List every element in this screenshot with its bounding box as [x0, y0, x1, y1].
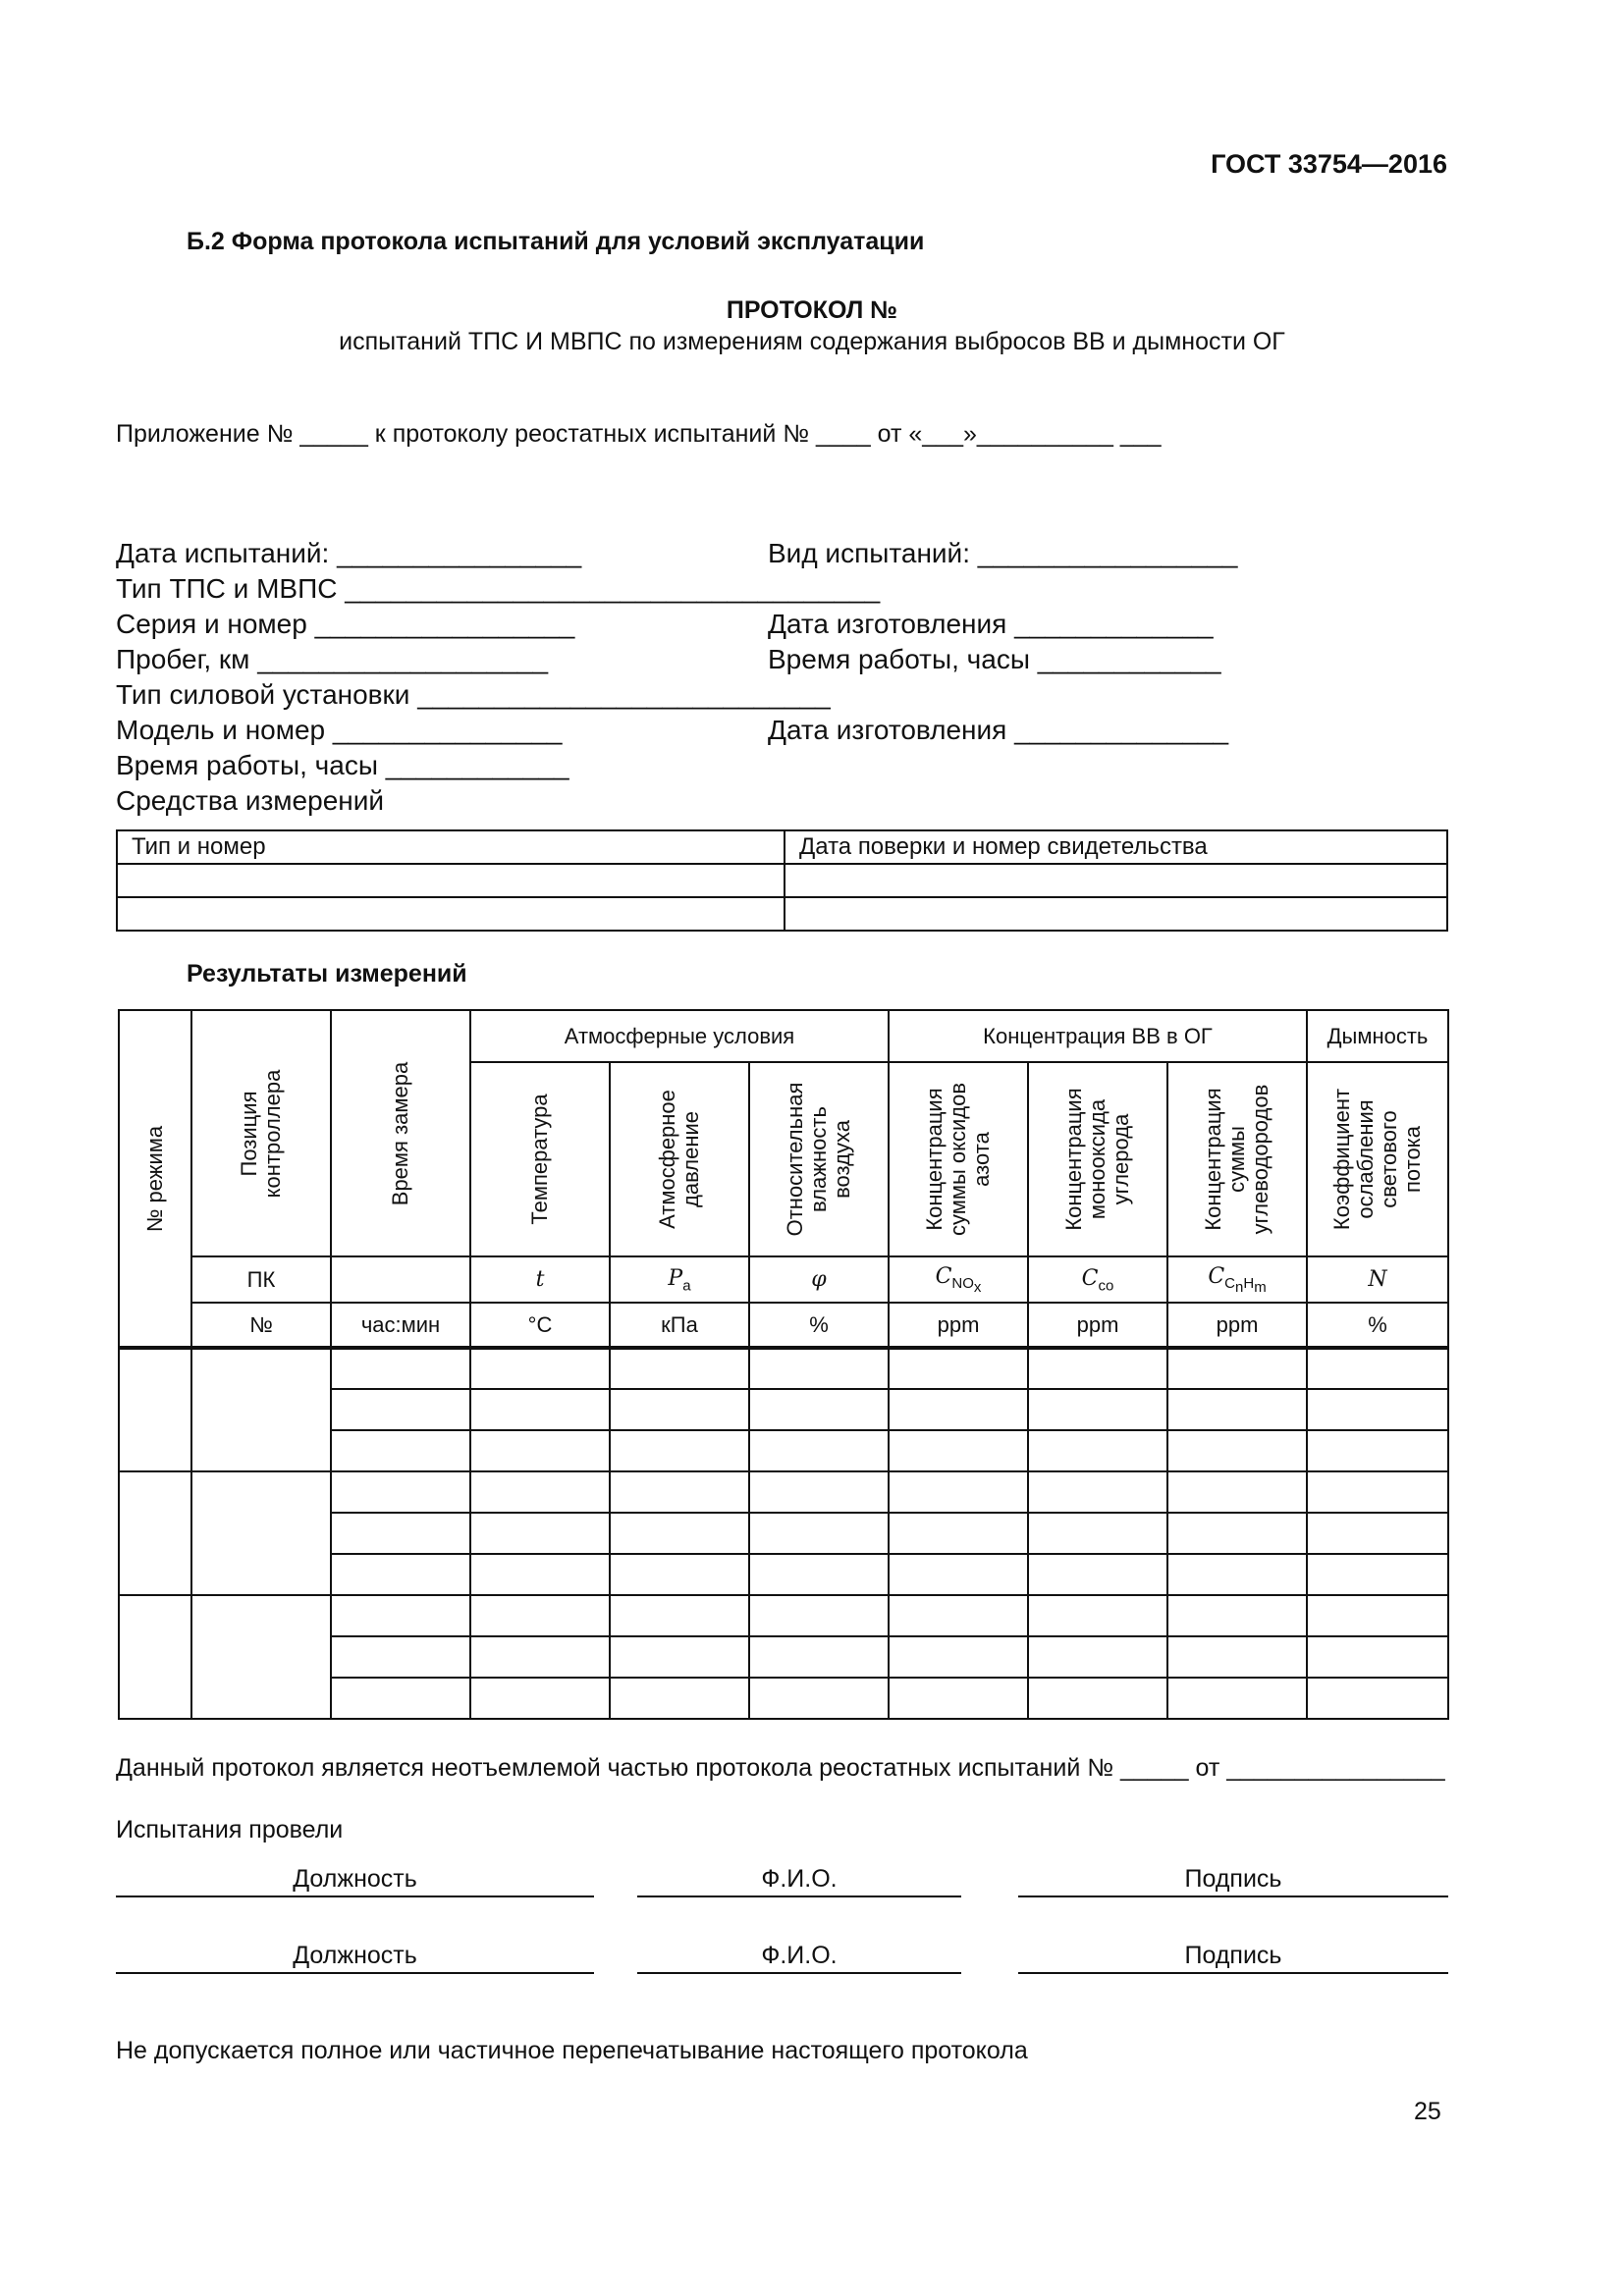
position-signature-line: Должность [116, 1862, 594, 1897]
operating-hours-field-1: Время работы, часы ____________ [768, 644, 1221, 674]
table-cell [749, 1554, 889, 1595]
table-cell [1307, 1348, 1448, 1389]
table-cell [470, 1636, 610, 1678]
humidity-header: Относительная влажность воздуха [749, 1062, 889, 1256]
table-cell [889, 1430, 1028, 1471]
table-cell [331, 1678, 470, 1719]
unit-time: час:мин [331, 1303, 470, 1348]
table-cell [470, 1554, 610, 1595]
ch-header: Концентрация суммы углеводородов [1167, 1062, 1307, 1256]
protocol-subtitle: испытаний ТПС И МВПС по измерениям содержания выбросов ВВ и дымности ОГ [339, 328, 1285, 355]
unit-humidity: % [749, 1303, 889, 1348]
protocol-title: ПРОТОКОЛ № [726, 296, 898, 324]
table-cell [889, 1636, 1028, 1678]
table-cell [1167, 1636, 1307, 1678]
table-cell [1167, 1678, 1307, 1719]
table-cell [1028, 1471, 1167, 1513]
standard-number: ГОСТ 33754—2016 [1211, 149, 1447, 179]
smoke-group-header: Дымность [1307, 1010, 1448, 1062]
table-cell [749, 1595, 889, 1636]
table-row [119, 1471, 1448, 1513]
conducted-by-label: Испытания провели [116, 1816, 344, 1843]
co-header: Концентрация монооксида углерода [1028, 1062, 1167, 1256]
table-cell [749, 1636, 889, 1678]
symbol-humidity: φ [749, 1256, 889, 1303]
table-cell [610, 1636, 749, 1678]
unit-smoke: % [1307, 1303, 1448, 1348]
symbol-nox: $C_{NO_x}$ [889, 1256, 1028, 1303]
table-cell [191, 1595, 331, 1719]
name-signature-line: Ф.И.О. [637, 1862, 961, 1897]
pressure-header: Атмосферное давление [610, 1062, 749, 1256]
table-cell [1307, 1430, 1448, 1471]
series-number-field: Серия и номер _________________ [116, 609, 575, 639]
instruments-label: Средства измерений [116, 785, 385, 816]
table-cell [1028, 1513, 1167, 1554]
symbol-smoke: N [1307, 1256, 1448, 1303]
mode-header: № режима [119, 1010, 191, 1348]
table-cell [1028, 1554, 1167, 1595]
protocol-note: Данный протокол является неотъемлемой частью протокола реостатных испытаний № _____ от ________________ [116, 1754, 1445, 1782]
table-cell [749, 1389, 889, 1430]
table-cell [470, 1513, 610, 1554]
symbol-ch: $C_{C_nH_m}$ [1167, 1256, 1307, 1303]
table-row [119, 1595, 1448, 1636]
table-cell [470, 1389, 610, 1430]
manufacture-date-field-1: Дата изготовления _____________ [768, 609, 1214, 639]
instruments-table [116, 829, 1448, 932]
page-number: 25 [1414, 2098, 1441, 2125]
signature-line: Подпись [1018, 1939, 1448, 1974]
table-cell [1028, 1348, 1167, 1389]
table-cell [470, 1678, 610, 1719]
unit-controller: № [191, 1303, 331, 1348]
table-cell [610, 1595, 749, 1636]
table-cell [1167, 1389, 1307, 1430]
table-cell [331, 1636, 470, 1678]
table-cell [1167, 1513, 1307, 1554]
table-row [119, 1348, 1448, 1389]
signature-line: Подпись [1018, 1862, 1448, 1897]
vehicle-type-field: Тип ТПС и МВПС ___________________________________ [116, 573, 881, 604]
table-cell [191, 1348, 331, 1471]
table-cell [889, 1348, 1028, 1389]
symbol-time [331, 1256, 470, 1303]
time-header: Время замера [331, 1010, 470, 1256]
table-cell [889, 1513, 1028, 1554]
units-row [119, 1303, 1448, 1348]
table-cell [749, 1678, 889, 1719]
table-cell [331, 1554, 470, 1595]
table-cell [191, 1471, 331, 1595]
atmosphere-group-header: Атмосферные условия [470, 1010, 889, 1062]
table-cell [610, 1678, 749, 1719]
table-cell [889, 1554, 1028, 1595]
table-cell [470, 1430, 610, 1471]
table-cell [1167, 1595, 1307, 1636]
table-cell [1307, 1389, 1448, 1430]
symbol-co: $C_{co}$ [1028, 1256, 1167, 1303]
table-cell [1307, 1471, 1448, 1513]
table-cell [610, 1430, 749, 1471]
table-cell [331, 1513, 470, 1554]
table-cell [1167, 1471, 1307, 1513]
table-cell [470, 1471, 610, 1513]
table-cell [1307, 1554, 1448, 1595]
table-cell [749, 1430, 889, 1471]
results-table [118, 1009, 1449, 1720]
table-cell [610, 1348, 749, 1389]
table-cell [331, 1430, 470, 1471]
table-cell [749, 1513, 889, 1554]
section-title: Б.2 Форма протокола испытаний для условий эксплуатации [187, 228, 925, 255]
position-signature-line: Должность [116, 1939, 594, 1974]
table-cell [1167, 1430, 1307, 1471]
unit-nox: ppm [889, 1303, 1028, 1348]
table-cell [470, 1348, 610, 1389]
symbol-temperature: t [470, 1256, 610, 1303]
table-cell [889, 1678, 1028, 1719]
table-cell [749, 1348, 889, 1389]
table-cell [1307, 1636, 1448, 1678]
concentration-group-header: Концентрация ВВ в ОГ [889, 1010, 1307, 1062]
symbol-pressure: $P_a$ [610, 1256, 749, 1303]
table-row [117, 830, 1447, 864]
appendix-line: Приложение № _____ к протоколу реостатных испытаний № ____ от «___»__________ ___ [116, 420, 1162, 448]
controller-position-header: Позиция контроллера [191, 1010, 331, 1256]
table-cell [1307, 1678, 1448, 1719]
symbols-row [119, 1256, 1448, 1303]
manufacture-date-field-2: Дата изготовления ______________ [768, 715, 1229, 745]
unit-temperature: °С [470, 1303, 610, 1348]
table-cell [117, 897, 785, 931]
table-cell [1028, 1430, 1167, 1471]
unit-ch: ppm [1167, 1303, 1307, 1348]
table-row [119, 1010, 1448, 1062]
table-cell [119, 1348, 191, 1471]
table-cell [1028, 1389, 1167, 1430]
temperature-header: Температура [470, 1062, 610, 1256]
table-cell [1028, 1678, 1167, 1719]
table-cell [610, 1513, 749, 1554]
table-cell [610, 1471, 749, 1513]
power-unit-type-field: Тип силовой установки ___________________________ [116, 679, 831, 710]
name-signature-line: Ф.И.О. [637, 1939, 961, 1974]
table-cell [1307, 1595, 1448, 1636]
table-row [117, 864, 1447, 897]
table-row [117, 897, 1447, 931]
unit-pressure: кПа [610, 1303, 749, 1348]
operating-hours-field-2: Время работы, часы ____________ [116, 750, 569, 780]
table-cell [889, 1471, 1028, 1513]
table-cell [889, 1595, 1028, 1636]
table-cell [331, 1389, 470, 1430]
table-cell [331, 1595, 470, 1636]
table-cell [1307, 1513, 1448, 1554]
table-cell [470, 1595, 610, 1636]
table-cell [117, 864, 785, 897]
table-cell [749, 1471, 889, 1513]
table-cell [785, 897, 1447, 931]
table-cell [610, 1389, 749, 1430]
table-cell [119, 1471, 191, 1595]
table-cell [1167, 1348, 1307, 1389]
nox-header: Концентрация суммы оксидов азота [889, 1062, 1028, 1256]
table-cell [1028, 1636, 1167, 1678]
test-date-field: Дата испытаний: ________________ [116, 538, 582, 568]
mileage-field: Пробег, км ___________________ [116, 644, 549, 674]
table-cell [331, 1348, 470, 1389]
table-cell [610, 1554, 749, 1595]
table-cell [1167, 1554, 1307, 1595]
table-cell [1028, 1595, 1167, 1636]
instrument-type-header: Тип и номер [117, 830, 785, 864]
prohibition-note: Не допускается полное или частичное перепечатывание настоящего протокола [116, 2037, 1028, 2064]
instrument-cert-header: Дата поверки и номер свидетельства [785, 830, 1447, 864]
table-cell [785, 864, 1447, 897]
table-cell [889, 1389, 1028, 1430]
results-title: Результаты измерений [187, 960, 467, 988]
table-cell [119, 1595, 191, 1719]
unit-co: ppm [1028, 1303, 1167, 1348]
model-number-field: Модель и номер _______________ [116, 715, 563, 745]
table-cell [331, 1471, 470, 1513]
light-attenuation-header: Коэффициент ослабления светового потока [1307, 1062, 1448, 1256]
test-type-field: Вид испытаний: _________________ [768, 538, 1238, 568]
symbol-controller: ПК [191, 1256, 331, 1303]
